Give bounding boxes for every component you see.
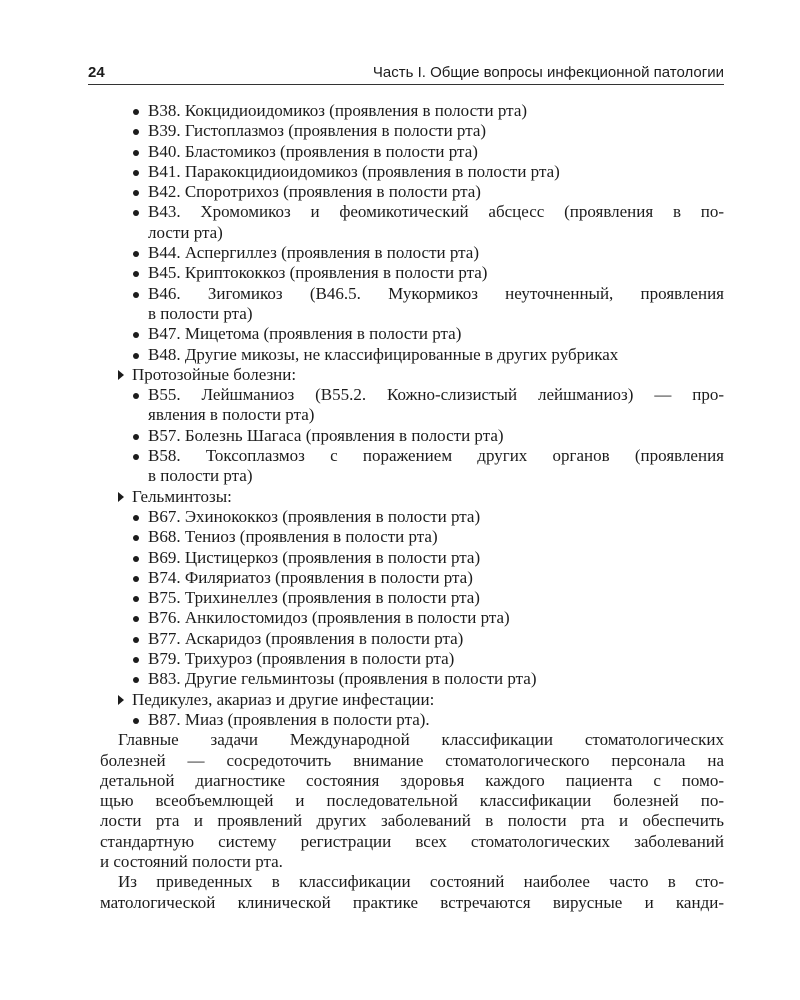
- line-text: B58. Токсоплазмоз с поражением других органов (проявления: [148, 446, 724, 466]
- bullet-icon: [133, 515, 139, 521]
- bullet-icon: [133, 556, 139, 562]
- page-number: 24: [88, 64, 105, 81]
- list-item: [100, 507, 724, 527]
- list-item-continuation: [100, 304, 724, 324]
- list-item: [100, 426, 724, 446]
- bullet-icon: [133, 535, 139, 541]
- line-text: B75. Трихинеллез (проявления в полости рта): [148, 588, 480, 608]
- bullet-icon: [133, 109, 139, 115]
- paragraph-line: [100, 730, 724, 750]
- bullet-icon: [133, 251, 139, 257]
- line-text: B38. Кокцидиоидомикоз (проявления в полости рта): [148, 101, 528, 120]
- line-text: Педикулез, акариаз и другие инфестации:: [132, 689, 435, 709]
- list-item: [100, 568, 724, 588]
- list-item: [100, 527, 724, 547]
- line-text: B55. Лейшманиоз (B55.2. Кожно-слизистый лейшманиоз) — про-: [148, 385, 724, 405]
- line-text: болезней — сосредоточить внимание стоматологического персонала на: [100, 750, 724, 770]
- bullet-icon: [133, 596, 139, 602]
- list-item: [100, 202, 724, 222]
- line-text: в полости рта): [148, 303, 253, 323]
- list-item: [100, 588, 724, 608]
- bullet-icon: [133, 454, 139, 460]
- bullet-icon: [133, 576, 139, 582]
- bullet-icon: [133, 190, 139, 196]
- line-text: B69. Цистицеркоз (проявления в полости рта): [148, 547, 481, 567]
- line-text: B83. Другие гельминтозы (проявления в полости рта): [148, 669, 537, 689]
- line-text: B79. Трихуроз (проявления в полости рта): [148, 649, 455, 669]
- line-text: Главные задачи Международной классификации стоматологических: [118, 730, 724, 750]
- page-body: [100, 101, 724, 913]
- bullet-icon: [133, 677, 139, 683]
- paragraph-line: [100, 832, 724, 852]
- paragraph-line: [100, 872, 724, 892]
- line-text: B43. Хромомикоз и феомикотический абсцесс (проявления в по-: [148, 202, 724, 222]
- line-text: явления в полости рта): [148, 405, 315, 425]
- line-text: B77. Аскаридоз (проявления в полости рта): [148, 628, 464, 648]
- list-item: [100, 263, 724, 283]
- list-item: [100, 669, 724, 689]
- section-item: [100, 690, 724, 710]
- bullet-icon: [133, 616, 139, 622]
- list-item: [100, 629, 724, 649]
- line-text: Гельминтозы:: [132, 486, 232, 506]
- line-text: Из приведенных в классификации состояний наиболее часто в сто-: [118, 872, 724, 892]
- bullet-icon: [133, 129, 139, 135]
- list-item-continuation: [100, 405, 724, 425]
- running-title: Часть I. Общие вопросы инфекционной патологии: [372, 64, 724, 81]
- line-text: B67. Эхинококкоз (проявления в полости рта): [148, 506, 481, 526]
- line-text: матологической клинической практике встречаются вирусные и канди-: [100, 892, 724, 912]
- line-text: в полости рта): [148, 466, 253, 486]
- paragraph-line: [100, 852, 724, 872]
- bullet-icon: [133, 170, 139, 176]
- line-text: и состояний полости рта.: [100, 851, 283, 871]
- list-item-continuation: [100, 466, 724, 486]
- line-text: B87. Миаз (проявления в полости рта).: [148, 709, 430, 729]
- line-text: B76. Анкилостомидоз (проявления в полости рта): [148, 608, 510, 628]
- bullet-icon: [133, 393, 139, 399]
- section-item: [100, 365, 724, 385]
- list-item: [100, 142, 724, 162]
- bullet-icon: [133, 718, 139, 724]
- line-text: B74. Филяриатоз (проявления в полости рта): [148, 567, 473, 587]
- page-header: [88, 62, 724, 85]
- list-item: [100, 548, 724, 568]
- triangle-arrow-icon: [118, 695, 124, 705]
- list-item: [100, 608, 724, 628]
- bullet-icon: [133, 434, 139, 440]
- line-text: B44. Аспергиллез (проявления в полости рта): [148, 243, 479, 263]
- line-text: лости рта): [148, 222, 223, 242]
- bullet-icon: [133, 637, 139, 643]
- bullet-icon: [133, 657, 139, 663]
- list-item: [100, 446, 724, 466]
- line-text: B41. Паракокцидиоидомикоз (проявления в полости рта): [148, 161, 560, 181]
- paragraph-line: [100, 893, 724, 913]
- list-item: [100, 324, 724, 344]
- list-item: [100, 121, 724, 141]
- line-text: B48. Другие микозы, не классифицированные в других рубриках: [148, 344, 619, 364]
- bullet-icon: [133, 150, 139, 156]
- triangle-arrow-icon: [118, 492, 124, 502]
- list-item: [100, 710, 724, 730]
- list-item: [100, 162, 724, 182]
- list-item: [100, 243, 724, 263]
- section-item: [100, 487, 724, 507]
- bullet-icon: [133, 271, 139, 277]
- list-item: [100, 385, 724, 405]
- line-text: лости рта и проявлений других заболеваний в полости рта и обеспечить: [100, 811, 724, 831]
- line-text: щью всеобъемлющей и последовательной классификации болезней по-: [100, 791, 724, 811]
- line-text: B45. Криптококкоз (проявления в полости рта): [148, 263, 488, 283]
- list-item: [100, 284, 724, 304]
- list-item: [100, 649, 724, 669]
- bullet-icon: [133, 210, 139, 216]
- line-text: B39. Гистоплазмоз (проявления в полости рта): [148, 121, 487, 141]
- line-text: B68. Тениоз (проявления в полости рта): [148, 527, 438, 547]
- list-item: [100, 101, 724, 121]
- list-item: [100, 345, 724, 365]
- line-text: стандартную систему регистрации всех стоматологических заболеваний: [100, 831, 724, 851]
- line-text: B57. Болезнь Шагаса (проявления в полости рта): [148, 425, 504, 445]
- line-text: B42. Споротрихоз (проявления в полости рта): [148, 182, 481, 202]
- bullet-icon: [133, 353, 139, 359]
- line-text: детальной диагностике состояния здоровья каждого пациента с помо-: [100, 770, 724, 790]
- paragraph-line: [100, 771, 724, 791]
- list-item: [100, 182, 724, 202]
- triangle-arrow-icon: [118, 370, 124, 380]
- bullet-icon: [133, 292, 139, 298]
- line-text: B47. Мицетома (проявления в полости рта): [148, 324, 462, 344]
- line-text: B40. Бластомикоз (проявления в полости рта): [148, 141, 478, 161]
- paragraph-line: [100, 791, 724, 811]
- paragraph-line: [100, 811, 724, 831]
- line-text: Протозойные болезни:: [132, 364, 297, 384]
- paragraph-line: [100, 751, 724, 771]
- bullet-icon: [133, 332, 139, 338]
- line-text: B46. Зигомикоз (B46.5. Мукормикоз неуточненный, проявления: [148, 283, 724, 303]
- list-item-continuation: [100, 223, 724, 243]
